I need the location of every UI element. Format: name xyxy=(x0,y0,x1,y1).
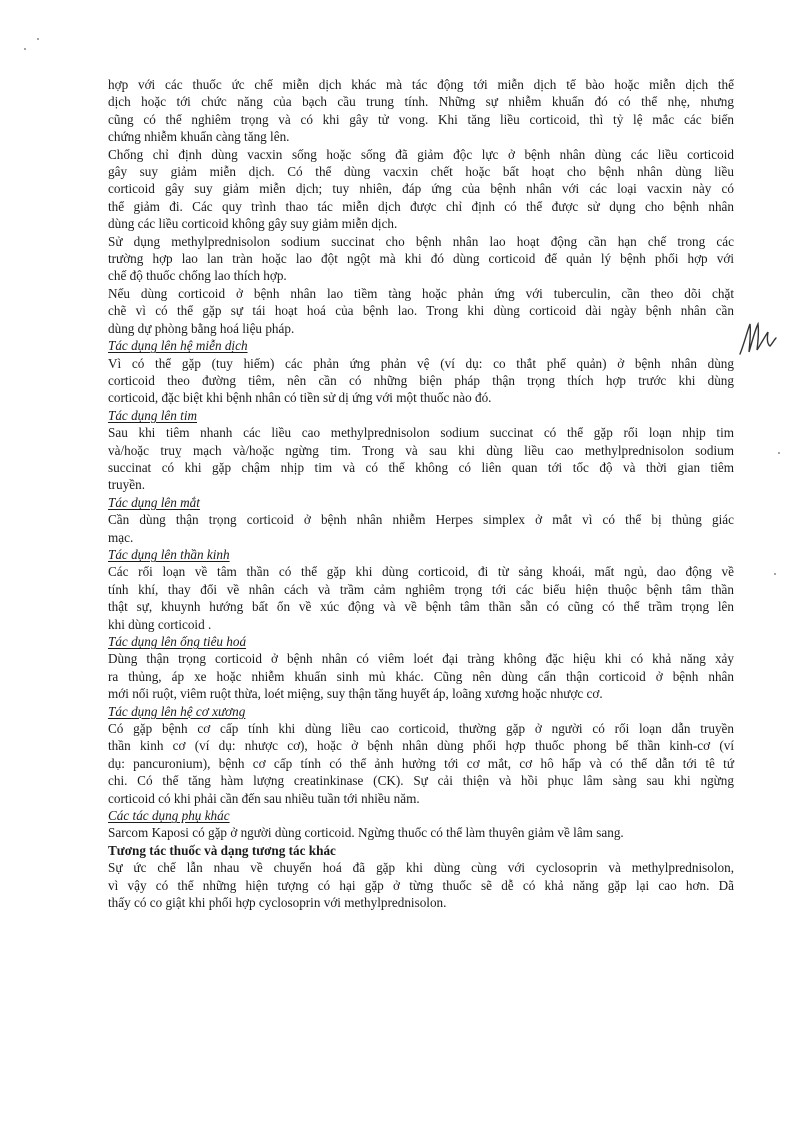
paragraph-end-line: corticoid, đặc biệt khi bệnh nhân có tiền sử dị ứng với một thuốc nào đó. xyxy=(108,390,492,406)
section-heading: Tác dụng lên tim xyxy=(108,407,198,423)
body-text-line: vì vậy có thể những hiện tượng có hại gặp ở từng thuốc sẽ dễ có khả năng gặp lại cao hơn. Dã xyxy=(108,877,734,893)
body-text-line: thật sự, khuynh hướng bất ổn về xúc động và về bệnh tâm thần sẵn có cũng có thể trầm trọng lên xyxy=(108,599,734,615)
body-text-line: Chống chỉ định dùng vacxin sống hoặc sống đã giảm độc lực ở bệnh nhân dùng các liều corticoid xyxy=(108,146,734,162)
body-text-line: chi. Có thể tăng hàm lượng creatinkinase (CK). Sự cải thiện và hồi phục lâm sàng sau khi ngừng xyxy=(108,773,734,789)
section-heading: Các tác dụng phụ khác xyxy=(108,808,230,824)
handwritten-initials-mark xyxy=(738,318,778,358)
body-text-line: Cần dùng thận trọng corticoid ở bệnh nhân nhiễm Herpes simplex ở mắt vì có thể bị thủng giác xyxy=(108,512,734,528)
scan-speck xyxy=(774,573,776,575)
paragraph-end-line: Sarcom Kaposi có gặp ở người dùng corticoid. Ngừng thuốc có thể làm thuyên giảm về lâm sang. xyxy=(108,825,624,841)
body-text-line: Các rối loạn về tâm thần có thể gặp khi dùng corticoid, đi từ sảng khoái, mất ngủ, dao động về xyxy=(108,564,734,580)
paragraph-end-line: chứng nhiễm khuẩn càng tăng lên. xyxy=(108,129,290,145)
paragraph-end-line: corticoid có khi phải cần đến sau nhiều tuần tới nhiều năm. xyxy=(108,790,420,806)
section-heading: Tác dụng lên mắt xyxy=(108,494,200,510)
scan-speck xyxy=(37,38,39,40)
body-text-line: Sự ức chế lẫn nhau về chuyển hoá đã gặp khi dùng cùng với cyclosoprin và methylprednisolon, xyxy=(108,860,734,876)
body-text-line: dụ: pancuronium), bệnh cơ cấp tính có thể ảnh hưởng tới cơ mắt, cơ hô hấp và có thể dẫn tới tê tứ xyxy=(108,755,734,771)
body-text-line: Vì có thể gặp (tuy hiếm) các phản ứng phản vệ (ví dụ: co thắt phế quản) ở bệnh nhân dùng xyxy=(108,355,734,371)
document-body xyxy=(108,76,734,912)
paragraph-end-line: chế độ thuốc chống lao thích hợp. xyxy=(108,268,287,284)
body-text-line: tính khí, thay đổi về nhân cách và trầm cảm nghiêm trọng tới các biểu hiện thuộc bệnh tâm thần xyxy=(108,581,734,597)
bold-section-heading: Tương tác thuốc và dạng tương tác khác xyxy=(108,842,336,858)
scan-speck xyxy=(778,452,780,454)
body-text-line: và/hoặc truỵ mạch và/hoặc ngừng tim. Trong và sau khi dùng liều cao methylprednisolon sodium xyxy=(108,442,734,458)
body-text-line: Sử dụng methylprednisolon sodium succinat cho bệnh nhân lao hoạt động cần hạn chế trong các xyxy=(108,233,734,249)
body-text-line: Dùng thận trọng corticoid ở bệnh nhân có viêm loét đại tràng không đặc hiệu khi có khả năng xảy xyxy=(108,651,734,667)
paragraph-end-line: dùng các liều corticoid không gây suy giảm miễn dịch. xyxy=(108,216,398,232)
body-text-line: Nếu dùng corticoid ở bệnh nhân lao tiềm tàng hoặc phản ứng với tuberculin, cần theo dõi chặt xyxy=(108,285,734,301)
paragraph-end-line: mới nối ruột, viêm ruột thừa, loét miệng, suy thận tăng huyết áp, loãng xương hoặc nhược cơ. xyxy=(108,686,603,702)
paragraph-end-line: truyền. xyxy=(108,477,145,493)
body-text-line: corticoid gây suy giảm miễn dịch; tuy nhiên, đáp ứng của bệnh nhân với các loại vacxin này có xyxy=(108,181,734,197)
paragraph-end-line: mạc. xyxy=(108,529,134,545)
body-text-line: gây suy giảm miễn dịch. Có thể dùng vacxin chết hoặc bất hoạt cho bệnh nhân dùng liều xyxy=(108,164,734,180)
scan-speck xyxy=(24,48,26,50)
section-heading: Tác dụng lên ống tiêu hoá xyxy=(108,634,247,649)
body-text-line: corticoid theo đường tiêm, nên cần có những biện pháp thận trọng thích hợp trước khi dùng xyxy=(108,372,734,388)
body-text-line: hợp với các thuốc ức chế miễn dịch khác mà tác động tới miễn dịch tế bào hoặc miễn dịch thể xyxy=(108,77,734,92)
body-text-line: thần kinh cơ (ví dụ: nhược cơ), hoặc ở bệnh nhân dùng phối hợp thuốc phong bế thần kinh-cơ (ví xyxy=(108,738,734,754)
body-text-line: cũng có thể nghiêm trọng và có khi gây tử vong. Khi tăng liều corticoid, thì tỷ lệ mắc các biến xyxy=(108,111,734,127)
body-text-line: thể giảm đi. Các quy trình thao tác miễn dịch được chỉ định có thể được sử dụng cho bệnh nhân xyxy=(108,198,734,214)
section-heading: Tác dụng lên hệ cơ xương xyxy=(108,703,246,719)
body-text-line: Có gặp bệnh cơ cấp tính khi dùng liều cao corticoid, thường gặp ở người có rối loạn dẫn truyền xyxy=(108,721,734,737)
body-text-line: chẽ vì có thể gặp sự tái hoạt hoá của bệnh lao. Trong khi dùng corticoid dài ngày bệnh nhân cần xyxy=(108,303,734,319)
paragraph-end-line: dùng dự phòng bằng hoá liệu pháp. xyxy=(108,320,295,336)
body-text-line: succinat có khi gặp chậm nhịp tim và có thể không có liên quan tới tốc độ và thời gian tiêm xyxy=(108,459,734,475)
section-heading: Tác dụng lên thần kinh xyxy=(108,546,230,562)
body-text-line: trường hợp lao lan tràn hoặc lao đột ngột mà khi đó dùng corticoid để quản lý bệnh phối hợp với xyxy=(108,251,734,267)
paragraph-end-line: thấy có co giật khi phối hợp cyclosoprin với methylprednisolon. xyxy=(108,895,447,911)
section-heading: Tác dụng lên hệ miễn dịch xyxy=(108,338,248,354)
body-text-line: ra thủng, áp xe hoặc nhiễm khuẩn sinh mủ khác. Cũng nên dùng cẩn thận corticoid ở bệnh nhân xyxy=(108,668,734,684)
body-text-line: Sau khi tiêm nhanh các liều cao methylprednisolon sodium succinat có thể gặp rối loạn nhịp tim xyxy=(108,425,734,441)
body-text-line: dịch hoặc tới chức năng của bạch cầu trung tính. Những sự nhiễm khuẩn đó có thể nhẹ, nhưng xyxy=(108,94,734,110)
paragraph-end-line: khi dùng corticoid . xyxy=(108,616,212,632)
